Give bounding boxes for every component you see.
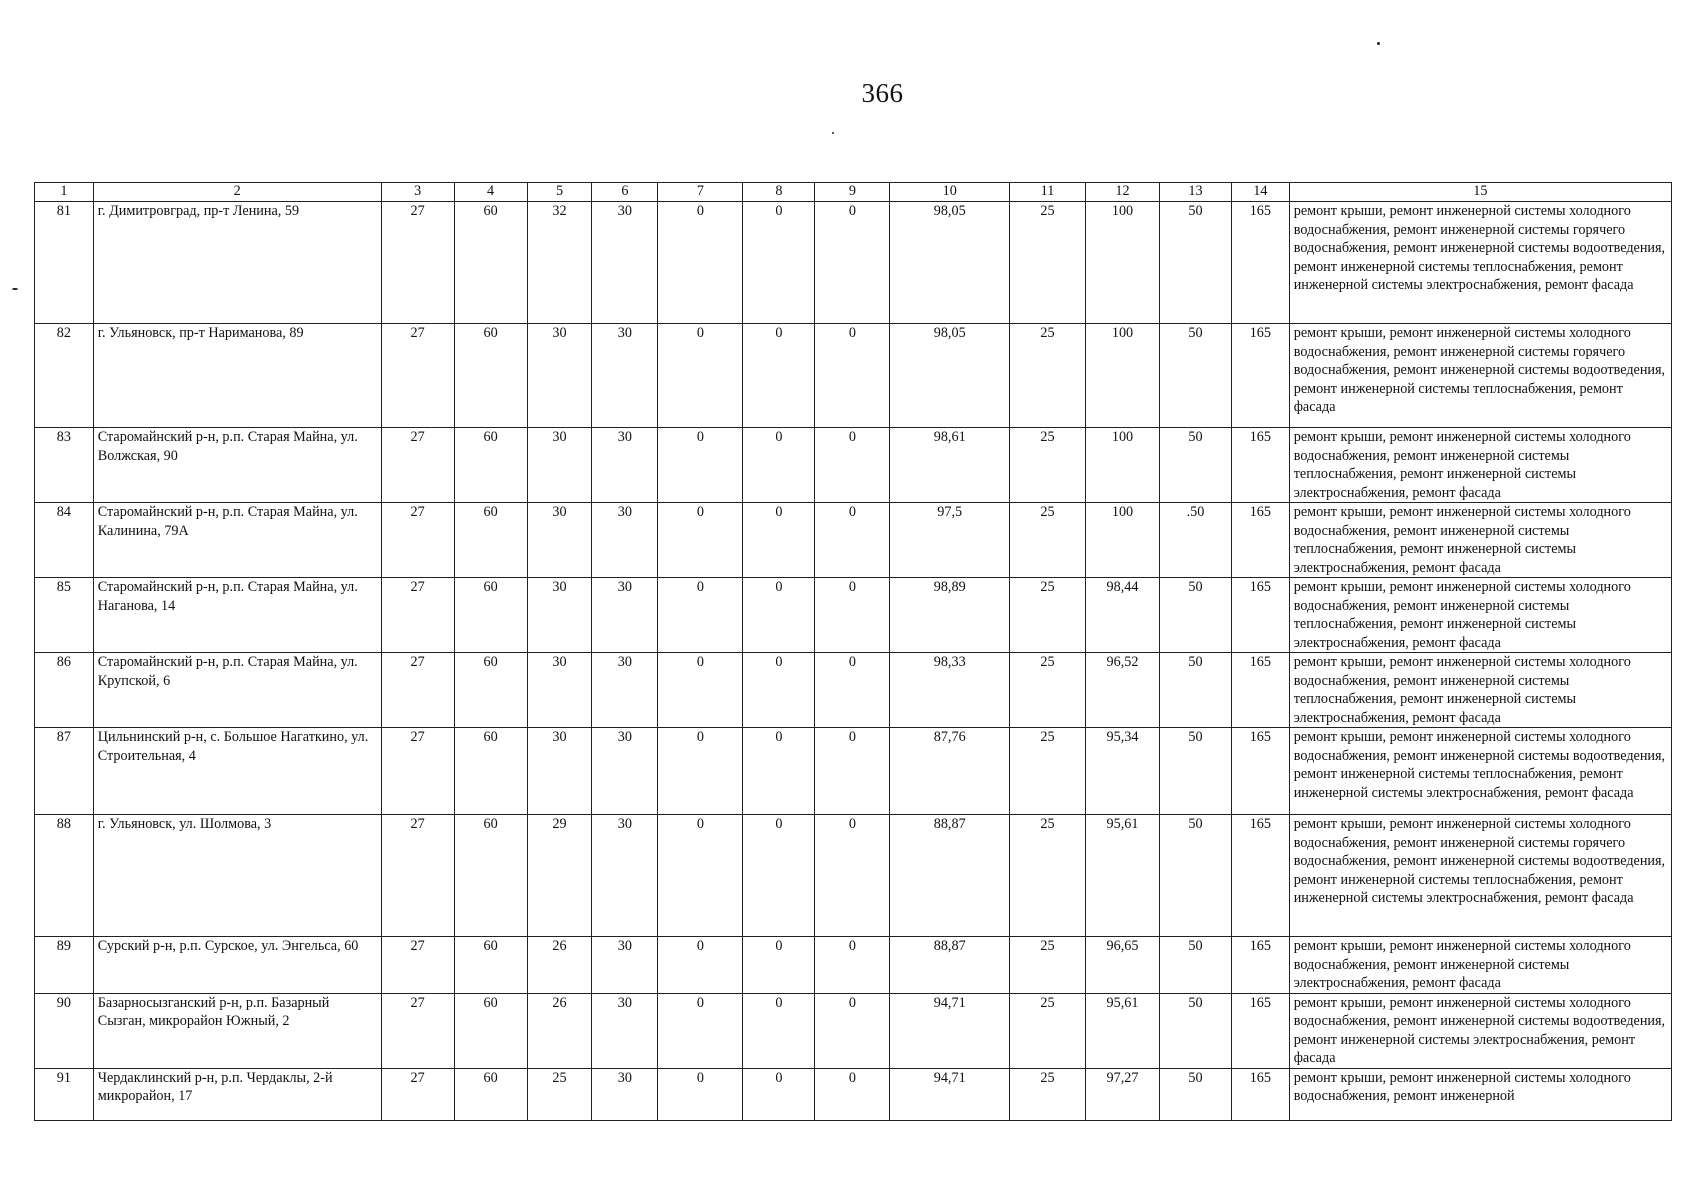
value-cell: 98,05 (890, 324, 1010, 428)
value-cell: 27 (381, 324, 454, 428)
table-row (35, 1068, 1672, 1120)
works-list-cell: ремонт крыши, ремонт инженерной системы холодного водоснабжения, ремонт инженерной системы электроснабжения, ремонт фасада (1289, 937, 1671, 994)
column-number: 3 (381, 183, 454, 202)
value-cell: 50 (1160, 324, 1232, 428)
address-cell: Цильнинский р-н, с. Большое Нагаткино, ул. Строительная, 4 (93, 728, 381, 815)
value-cell: 30 (527, 728, 592, 815)
scan-speck (1377, 42, 1380, 45)
column-number: 4 (454, 183, 527, 202)
address-cell: Старомайнский р-н, р.п. Старая Майна, ул. Калинина, 79А (93, 503, 381, 578)
value-cell: 27 (381, 653, 454, 728)
column-number: 10 (890, 183, 1010, 202)
value-cell: 60 (454, 937, 527, 994)
value-cell: 27 (381, 578, 454, 653)
value-cell: 0 (743, 428, 815, 503)
value-cell: 25 (1010, 653, 1086, 728)
value-cell: 0 (658, 653, 743, 728)
value-cell: 0 (658, 937, 743, 994)
row-number: 86 (35, 653, 94, 728)
value-cell: 0 (658, 503, 743, 578)
row-number: 82 (35, 324, 94, 428)
value-cell: 0 (815, 653, 890, 728)
value-cell: 50 (1160, 428, 1232, 503)
address-cell: Базарносызганский р-н, р.п. Базарный Сызган, микрорайон Южный, 2 (93, 993, 381, 1068)
page-number: 366 (861, 78, 904, 108)
works-list-cell: ремонт крыши, ремонт инженерной системы холодного водоснабжения, ремонт инженерной системы теплоснабжения, ремонт инженерной системы электроснабжения, ремонт фасада (1289, 578, 1671, 653)
value-cell: 165 (1231, 815, 1289, 937)
value-cell: 30 (527, 428, 592, 503)
value-cell: 165 (1231, 993, 1289, 1068)
value-cell: 0 (815, 324, 890, 428)
value-cell: 98,61 (890, 428, 1010, 503)
value-cell: 25 (1010, 202, 1086, 324)
column-number: 8 (743, 183, 815, 202)
value-cell: 60 (454, 653, 527, 728)
value-cell: 97,5 (890, 503, 1010, 578)
value-cell: 98,89 (890, 578, 1010, 653)
value-cell: 165 (1231, 578, 1289, 653)
table-row (35, 993, 1672, 1068)
column-number: 6 (592, 183, 658, 202)
value-cell: 0 (743, 202, 815, 324)
value-cell: 60 (454, 202, 527, 324)
value-cell: 0 (815, 202, 890, 324)
value-cell: 88,87 (890, 937, 1010, 994)
column-number: 5 (527, 183, 592, 202)
value-cell: 165 (1231, 937, 1289, 994)
value-cell: 30 (592, 578, 658, 653)
value-cell: 165 (1231, 202, 1289, 324)
value-cell: 100 (1086, 324, 1160, 428)
column-number: 1 (35, 183, 94, 202)
row-number: 90 (35, 993, 94, 1068)
works-list-cell: ремонт крыши, ремонт инженерной системы холодного водоснабжения, ремонт инженерной системы горячего водоснабжения, ремонт инженерной системы водоотведения, ремонт инженерной системы теплоснабжения, ремонт инженерной системы электроснабжения, ремонт фасада (1289, 815, 1671, 937)
value-cell: 30 (527, 653, 592, 728)
value-cell: 60 (454, 993, 527, 1068)
scan-speck (832, 132, 834, 134)
value-cell: 98,05 (890, 202, 1010, 324)
table-row (35, 428, 1672, 503)
value-cell: 100 (1086, 503, 1160, 578)
value-cell: 27 (381, 937, 454, 994)
address-cell: Старомайнский р-н, р.п. Старая Майна, ул. Волжская, 90 (93, 428, 381, 503)
value-cell: 0 (815, 937, 890, 994)
value-cell: 0 (658, 993, 743, 1068)
value-cell: 50 (1160, 993, 1232, 1068)
works-list-cell: ремонт крыши, ремонт инженерной системы холодного водоснабжения, ремонт инженерной системы горячего водоснабжения, ремонт инженерной системы водоотведения, ремонт инженерной системы теплоснабжения, ремонт инженерной системы электроснабжения, ремонт фасада (1289, 202, 1671, 324)
value-cell: 30 (592, 728, 658, 815)
scan-speck (12, 288, 18, 290)
value-cell: 30 (527, 324, 592, 428)
value-cell: 25 (527, 1068, 592, 1120)
column-number: 13 (1160, 183, 1232, 202)
row-number: 87 (35, 728, 94, 815)
value-cell: 0 (743, 653, 815, 728)
value-cell: 30 (592, 937, 658, 994)
value-cell: 0 (743, 815, 815, 937)
table-row (35, 324, 1672, 428)
table-row (35, 728, 1672, 815)
row-number: 83 (35, 428, 94, 503)
address-cell: Старомайнский р-н, р.п. Старая Майна, ул. Крупской, 6 (93, 653, 381, 728)
column-number: 15 (1289, 183, 1671, 202)
address-cell: Чердаклинский р-н, р.п. Чердаклы, 2-й микрорайон, 17 (93, 1068, 381, 1120)
value-cell: 27 (381, 993, 454, 1068)
column-number: 2 (93, 183, 381, 202)
value-cell: 100 (1086, 428, 1160, 503)
value-cell: 0 (815, 578, 890, 653)
table-row (35, 937, 1672, 994)
value-cell: 0 (815, 815, 890, 937)
value-cell: 26 (527, 937, 592, 994)
value-cell: 0 (815, 1068, 890, 1120)
value-cell: 97,27 (1086, 1068, 1160, 1120)
value-cell: 50 (1160, 1068, 1232, 1120)
value-cell: 0 (743, 324, 815, 428)
value-cell: 30 (527, 578, 592, 653)
value-cell: 94,71 (890, 1068, 1010, 1120)
works-list-cell: ремонт крыши, ремонт инженерной системы холодного водоснабжения, ремонт инженерной системы горячего водоснабжения, ремонт инженерной системы водоотведения, ремонт инженерной системы теплоснабжения, ремонт фасада (1289, 324, 1671, 428)
value-cell: 0 (658, 728, 743, 815)
value-cell: 27 (381, 503, 454, 578)
value-cell: 27 (381, 1068, 454, 1120)
value-cell: 60 (454, 428, 527, 503)
value-cell: 87,76 (890, 728, 1010, 815)
table-row (35, 578, 1672, 653)
value-cell: 60 (454, 728, 527, 815)
value-cell: 25 (1010, 428, 1086, 503)
column-number: 12 (1086, 183, 1160, 202)
value-cell: 0 (658, 202, 743, 324)
column-number: 9 (815, 183, 890, 202)
works-list-cell: ремонт крыши, ремонт инженерной системы холодного водоснабжения, ремонт инженерной системы водоотведения, ремонт инженерной системы теплоснабжения, ремонт инженерной системы электроснабжения, ремонт фасада (1289, 728, 1671, 815)
row-number: 88 (35, 815, 94, 937)
value-cell: 32 (527, 202, 592, 324)
value-cell: 29 (527, 815, 592, 937)
value-cell: 0 (743, 578, 815, 653)
value-cell: 25 (1010, 815, 1086, 937)
value-cell: 27 (381, 728, 454, 815)
value-cell: 0 (815, 728, 890, 815)
value-cell: 30 (592, 503, 658, 578)
row-number: 89 (35, 937, 94, 994)
value-cell: 27 (381, 428, 454, 503)
works-list-cell: ремонт крыши, ремонт инженерной системы холодного водоснабжения, ремонт инженерной системы теплоснабжения, ремонт инженерной системы электроснабжения, ремонт фасада (1289, 428, 1671, 503)
value-cell: 25 (1010, 993, 1086, 1068)
value-cell: 60 (454, 578, 527, 653)
value-cell: 0 (743, 728, 815, 815)
value-cell: 95,34 (1086, 728, 1160, 815)
value-cell: 88,87 (890, 815, 1010, 937)
table-row (35, 815, 1672, 937)
value-cell: 27 (381, 202, 454, 324)
value-cell: 50 (1160, 728, 1232, 815)
value-cell: 98,33 (890, 653, 1010, 728)
value-cell: 98,44 (1086, 578, 1160, 653)
value-cell: 0 (743, 937, 815, 994)
value-cell: 50 (1160, 653, 1232, 728)
address-cell: Старомайнский р-н, р.п. Старая Майна, ул. Наганова, 14 (93, 578, 381, 653)
value-cell: 50 (1160, 815, 1232, 937)
value-cell: 30 (592, 993, 658, 1068)
value-cell: 96,65 (1086, 937, 1160, 994)
address-cell: г. Ульяновск, ул. Шолмова, 3 (93, 815, 381, 937)
value-cell: 50 (1160, 578, 1232, 653)
value-cell: 60 (454, 503, 527, 578)
value-cell: 30 (592, 428, 658, 503)
value-cell: 30 (592, 653, 658, 728)
value-cell: 0 (658, 815, 743, 937)
value-cell: 30 (592, 202, 658, 324)
works-list-cell: ремонт крыши, ремонт инженерной системы холодного водоснабжения, ремонт инженерной системы теплоснабжения, ремонт инженерной системы электроснабжения, ремонт фасада (1289, 503, 1671, 578)
column-number-row (35, 183, 1672, 202)
value-cell: 100 (1086, 202, 1160, 324)
address-cell: Сурский р-н, р.п. Сурское, ул. Энгельса, 60 (93, 937, 381, 994)
repair-register-table (34, 182, 1672, 1121)
row-number: 85 (35, 578, 94, 653)
value-cell: 25 (1010, 728, 1086, 815)
value-cell: 30 (592, 324, 658, 428)
table-row (35, 653, 1672, 728)
value-cell: 0 (743, 993, 815, 1068)
value-cell: 30 (592, 815, 658, 937)
value-cell: 30 (592, 1068, 658, 1120)
row-number: 81 (35, 202, 94, 324)
value-cell: 25 (1010, 578, 1086, 653)
value-cell: 165 (1231, 324, 1289, 428)
value-cell: 165 (1231, 728, 1289, 815)
value-cell: 0 (658, 428, 743, 503)
value-cell: 0 (815, 503, 890, 578)
value-cell: 94,71 (890, 993, 1010, 1068)
column-number: 7 (658, 183, 743, 202)
value-cell: 0 (743, 1068, 815, 1120)
value-cell: 50 (1160, 202, 1232, 324)
table-row (35, 202, 1672, 324)
value-cell: 27 (381, 815, 454, 937)
value-cell: 0 (658, 1068, 743, 1120)
works-list-cell: ремонт крыши, ремонт инженерной системы холодного водоснабжения, ремонт инженерной системы водоотведения, ремонт инженерной системы электроснабжения, ремонт фасада (1289, 993, 1671, 1068)
works-list-cell: ремонт крыши, ремонт инженерной системы холодного водоснабжения, ремонт инженерной (1289, 1068, 1671, 1120)
value-cell: 96,52 (1086, 653, 1160, 728)
value-cell: 25 (1010, 1068, 1086, 1120)
value-cell: 95,61 (1086, 815, 1160, 937)
value-cell: 60 (454, 1068, 527, 1120)
value-cell: 0 (815, 993, 890, 1068)
value-cell: 95,61 (1086, 993, 1160, 1068)
value-cell: 0 (658, 578, 743, 653)
value-cell: 25 (1010, 324, 1086, 428)
value-cell: 30 (527, 503, 592, 578)
row-number: 91 (35, 1068, 94, 1120)
value-cell: 165 (1231, 1068, 1289, 1120)
value-cell: .50 (1160, 503, 1232, 578)
column-number: 14 (1231, 183, 1289, 202)
row-number: 84 (35, 503, 94, 578)
value-cell: 0 (658, 324, 743, 428)
value-cell: 25 (1010, 937, 1086, 994)
value-cell: 60 (454, 324, 527, 428)
value-cell: 0 (743, 503, 815, 578)
address-cell: г. Ульяновск, пр-т Нариманова, 89 (93, 324, 381, 428)
address-cell: г. Димитровград, пр-т Ленина, 59 (93, 202, 381, 324)
value-cell: 165 (1231, 503, 1289, 578)
value-cell: 26 (527, 993, 592, 1068)
value-cell: 165 (1231, 653, 1289, 728)
column-number: 11 (1010, 183, 1086, 202)
value-cell: 50 (1160, 937, 1232, 994)
table-row (35, 503, 1672, 578)
value-cell: 60 (454, 815, 527, 937)
value-cell: 165 (1231, 428, 1289, 503)
value-cell: 25 (1010, 503, 1086, 578)
value-cell: 0 (815, 428, 890, 503)
works-list-cell: ремонт крыши, ремонт инженерной системы холодного водоснабжения, ремонт инженерной системы теплоснабжения, ремонт инженерной системы электроснабжения, ремонт фасада (1289, 653, 1671, 728)
